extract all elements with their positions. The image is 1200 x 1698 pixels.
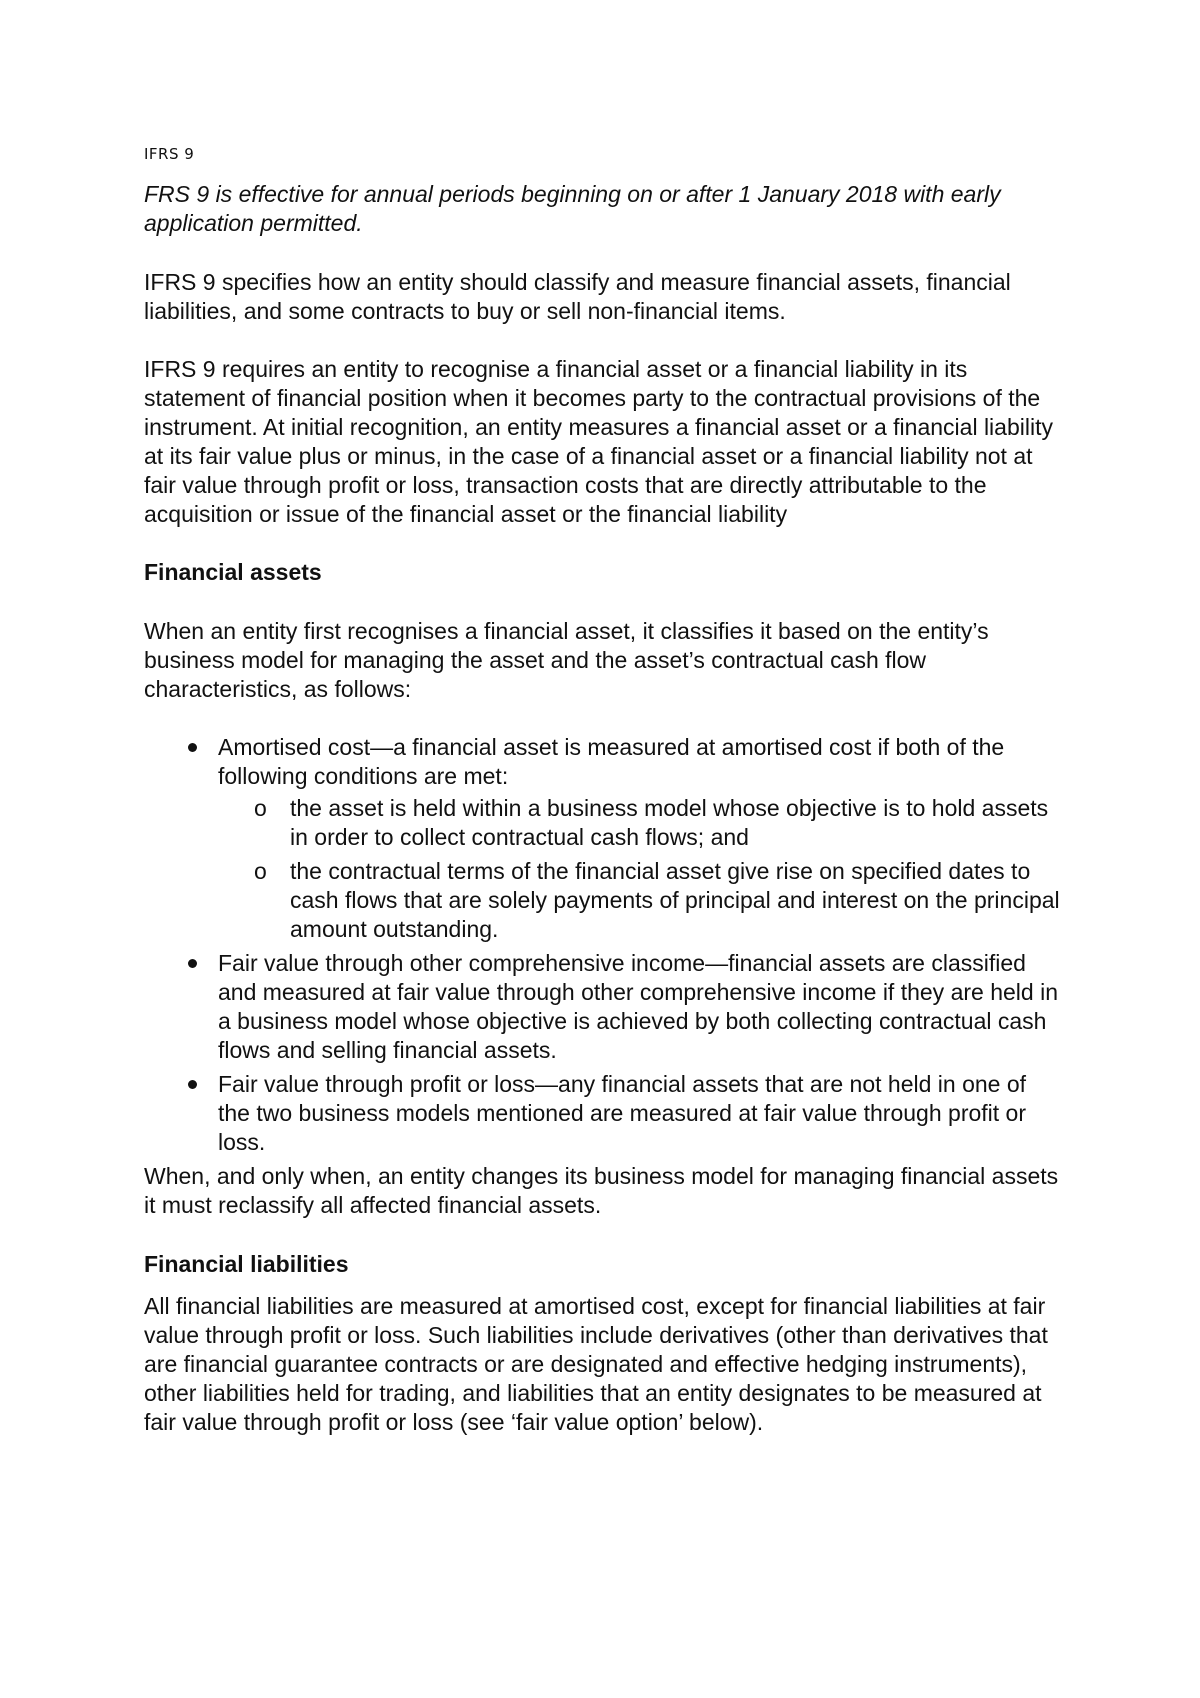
heading-financial-assets: Financial assets	[144, 559, 322, 585]
sub-list-item-text: the asset is held within a business model whose objective is to hold assets in order to collect contractual cash flows; and	[290, 795, 1049, 850]
classification-list	[144, 733, 1064, 1157]
paragraph-classification: When an entity first recognises a financial asset, it classifies it based on the entity’s business model for managing the asset and the asset’s contractual cash flow characteristics, as follows:	[144, 618, 989, 702]
bullet-icon	[188, 1080, 197, 1089]
sub-list-item-text: the contractual terms of the financial asset give rise on specified dates to cash flows that are solely payments of principal and interest on the principal amount outstanding.	[290, 858, 1060, 942]
document-content	[144, 144, 1064, 1437]
paragraph-scope: IFRS 9 specifies how an entity should classify and measure financial assets, financial liabilities, and some contracts to buy or sell non-financial items.	[144, 269, 1011, 324]
list-item-text: Fair value through profit or loss—any financial assets that are not held in one of the two business models mentioned are measured at fair value through profit or loss.	[218, 1071, 1027, 1155]
sub-list-item	[218, 857, 1064, 944]
list-item-text: Amortised cost—a financial asset is measured at amortised cost if both of the following conditions are met:	[218, 734, 1005, 789]
bullet-icon	[188, 959, 197, 968]
effective-date-note: FRS 9 is effective for annual periods beginning on or after 1 January 2018 with early application permitted.	[144, 181, 1001, 236]
heading-financial-liabilities: Financial liabilities	[144, 1251, 349, 1277]
list-item-amortised-cost	[144, 733, 1064, 944]
list-item-text: Fair value through other comprehensive income—financial assets are classified and measured at fair value through other comprehensive income if they are held in a business model whose objective is achieved by both collecting contractual cash flows and selling financial assets.	[218, 950, 1058, 1063]
bullet-icon	[188, 743, 197, 752]
paragraph-liabilities: All financial liabilities are measured at amortised cost, except for financial liabilities at fair value through profit or loss. Such liabilities include derivatives (other than derivatives that are financial guarantee contracts or are designated and effective hedging instruments), other liabilities held for trading, and liabilities that an entity designates to be measured at fair value through profit or loss (see ‘fair value option’ below).	[144, 1293, 1048, 1435]
document-title: IFRS 9	[144, 145, 195, 163]
circle-bullet-icon: o	[254, 858, 267, 884]
circle-bullet-icon: o	[254, 795, 267, 821]
list-item-fvtpl	[144, 1070, 1064, 1157]
sub-list	[218, 794, 1064, 944]
sub-list-item	[218, 794, 1064, 852]
paragraph-reclassification: When, and only when, an entity changes its business model for managing financial assets it must reclassify all affected financial assets.	[144, 1163, 1059, 1218]
list-item-fvoci	[144, 949, 1064, 1065]
paragraph-recognition: IFRS 9 requires an entity to recognise a financial asset or a financial liability in its statement of financial position when it becomes party to the contractual provisions of the instrument. At initial recognition, an entity measures a financial asset or a financial liability at its fair value plus or minus, in the case of a financial asset or a financial liability not at fair value through profit or loss, transaction costs that are directly attributable to the acquisition or issue of the financial asset or the financial liability	[144, 356, 1053, 527]
